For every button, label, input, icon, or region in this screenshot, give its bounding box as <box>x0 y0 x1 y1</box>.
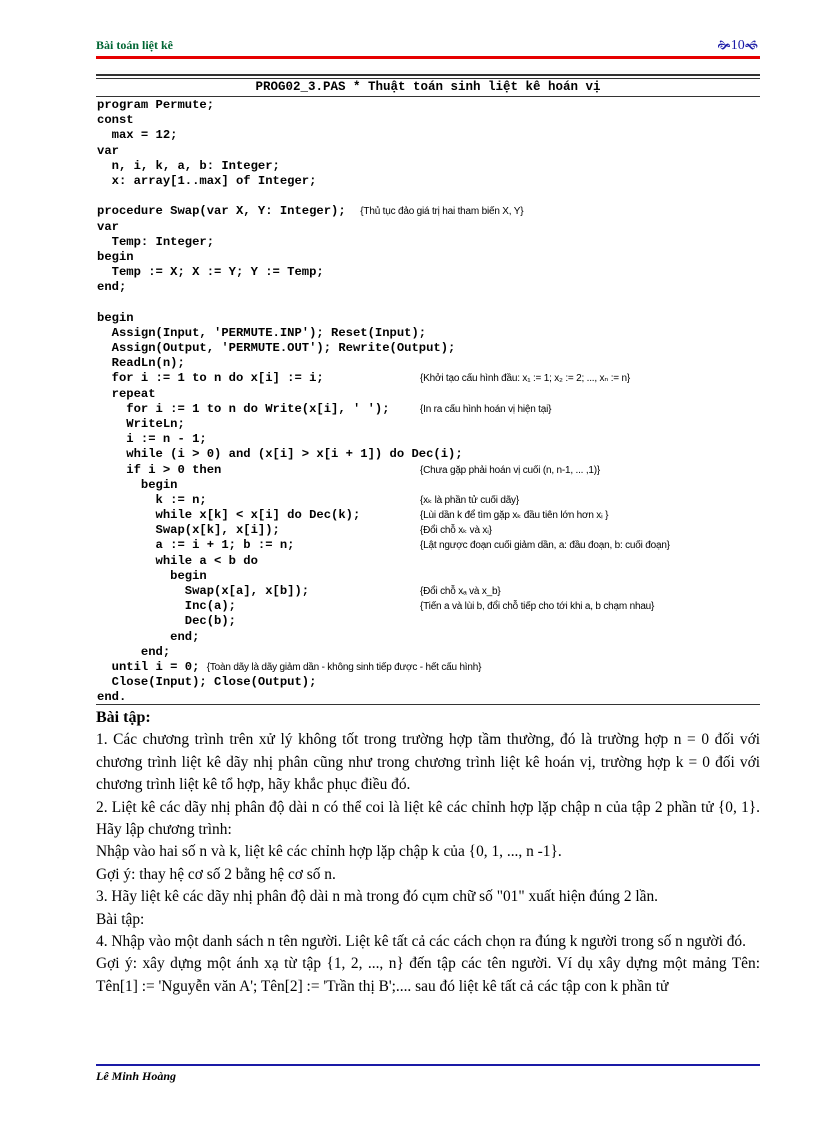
code-line <box>97 630 761 645</box>
code-text: while a < b do <box>97 553 258 568</box>
code-line <box>97 128 761 143</box>
code-line <box>97 189 761 204</box>
code-text: if i > 0 then <box>97 462 222 477</box>
exercise-paragraph: 2. Liệt kê các dãy nhị phân độ dài n có thể coi là liệt kê các chỉnh hợp lặp chập n của tập 2 phần tử {0, 1}. Hãy lập chương trình: <box>96 798 760 839</box>
code-text: for i := 1 to n do Write(x[i], ' '); <box>97 401 390 416</box>
exercise-section <box>96 707 760 998</box>
code-line <box>97 523 761 538</box>
code-text: repeat <box>97 386 156 401</box>
code-line <box>97 159 761 174</box>
code-line <box>97 341 761 356</box>
code-line <box>97 584 761 599</box>
code-box-top-rule-inner <box>96 78 760 79</box>
code-text: i := n - 1; <box>97 432 207 447</box>
exercise-paragraph: Nhập vào hai số n và k, liệt kê các chỉnh hợp lặp chập k của {0, 1, ..., n -1}. <box>96 843 562 861</box>
code-text: WriteLn; <box>97 416 185 431</box>
code-text: var <box>97 143 119 158</box>
code-text: begin <box>97 477 178 492</box>
code-line <box>97 508 761 523</box>
code-line <box>97 113 761 128</box>
code-line <box>97 371 761 386</box>
code-line <box>97 417 761 432</box>
code-line <box>97 250 761 265</box>
code-text: Inc(a); <box>97 599 236 614</box>
code-line <box>97 478 761 493</box>
code-text: end. <box>97 690 127 705</box>
code-line <box>97 295 761 310</box>
footer-author: Lê Minh Hoàng <box>96 1069 177 1083</box>
code-box-top-rule <box>96 74 760 76</box>
exercise-heading: Bài tập: <box>96 709 151 726</box>
code-line <box>97 554 761 569</box>
code-comment: {Toàn dãy là dãy giảm dần - không sinh tiếp được - hết cấu hình} <box>206 661 482 673</box>
code-line <box>97 356 761 371</box>
code-text: ReadLn(n); <box>97 356 185 371</box>
code-text: max = 12; <box>97 128 178 143</box>
code-text: Temp := X; X := Y; Y := Temp; <box>97 265 324 280</box>
code-text: begin <box>97 310 134 325</box>
code-comment: {Tiến a và lùi b, đổi chỗ tiếp cho tới khi a, b chạm nhau} <box>420 601 655 613</box>
code-text: Swap(x[k], x[i]); <box>97 523 280 538</box>
header-title: Bài toán liệt kê <box>96 38 173 52</box>
code-text: Swap(x[a], x[b]); <box>97 584 310 598</box>
code-text: n, i, k, a, b: Integer; <box>97 158 280 173</box>
code-comment: {Lật ngược đoạn cuối giảm dần, a: đầu đoạn, b: cuối đoạn} <box>420 540 670 552</box>
ornament-left-icon: 🙞 <box>717 38 731 52</box>
code-text: var <box>97 219 119 234</box>
code-line <box>97 675 761 690</box>
code-line <box>97 204 761 219</box>
code-line <box>97 538 761 553</box>
code-line <box>97 660 761 675</box>
footer-rule <box>96 1064 760 1066</box>
code-line <box>97 645 761 660</box>
code-text: begin <box>97 249 134 264</box>
code-box-bottom-rule <box>96 704 760 705</box>
code-line <box>97 387 761 402</box>
code-text: Assign(Input, 'PERMUTE.INP'); Reset(Input); <box>97 325 427 340</box>
code-text: while (i > 0) and (x[i] > x[i + 1]) do Dec(i); <box>97 447 463 462</box>
code-comment: {In ra cấu hình hoán vị hiện tại} <box>420 403 552 415</box>
code-text: k := n; <box>97 492 207 507</box>
code-line <box>97 614 761 629</box>
code-text: const <box>97 113 134 128</box>
code-line <box>97 493 761 508</box>
code-text: x: array[1..max] of Integer; <box>97 173 317 188</box>
code-line <box>97 98 761 113</box>
code-text: Close(Input); Close(Output); <box>97 675 317 690</box>
code-comment: {Đổi chỗ xₖ và xᵢ} <box>420 525 492 537</box>
code-text: for i := 1 to n do x[i] := i; <box>97 371 324 386</box>
exercise-paragraph: 4. Nhập vào một danh sách n tên người. Liệt kê tất cả các cách chọn ra đúng k người trong số n người đó. <box>96 933 746 951</box>
code-title: PROG02_3.PAS * Thuật toán sinh liệt kê hoán vị <box>255 80 601 94</box>
code-line <box>97 447 761 462</box>
code-line <box>97 463 761 478</box>
code-text: end; <box>97 629 200 644</box>
code-line <box>97 599 761 614</box>
header-rule <box>96 56 760 59</box>
code-line <box>97 235 761 250</box>
code-line <box>97 265 761 280</box>
code-comment: {Lùi dần k để tìm gặp xₖ đầu tiên lớn hơn xᵢ } <box>420 510 609 522</box>
code-line <box>97 280 761 295</box>
code-comment: {Thủ tục đảo giá trị hai tham biến X, Y} <box>360 206 524 218</box>
page-number <box>717 36 758 57</box>
code-text: while x[k] < x[i] do Dec(k); <box>97 508 361 523</box>
code-comment: {Đổi chỗ xₐ và x_b} <box>420 586 501 597</box>
code-text: program Permute; <box>97 98 215 112</box>
code-text: end; <box>97 644 171 659</box>
ornament-right-icon: 🙜 <box>744 38 758 52</box>
exercise-paragraph: Gợi ý: thay hệ cơ số 2 bằng hệ cơ số n. <box>96 865 336 883</box>
code-text: a := i + 1; b := n; <box>97 538 295 553</box>
code-line <box>97 311 761 326</box>
code-text: until i = 0; <box>97 659 207 674</box>
page-number-value: 10 <box>730 38 745 53</box>
code-title-rule <box>96 96 760 97</box>
exercise-paragraph: 3. Hãy liệt kê các dãy nhị phân độ dài n mà trong đó cụm chữ số "01" xuất hiện đúng 2 lần. <box>96 888 659 906</box>
code-text: procedure Swap(var X, Y: Integer); <box>97 204 361 219</box>
code-text: end; <box>97 280 127 295</box>
code-text: Temp: Integer; <box>97 234 215 249</box>
exercise-paragraph: Bài tập: <box>96 910 145 928</box>
code-line <box>97 174 761 189</box>
code-text <box>97 295 104 309</box>
code-comment: {Chưa gặp phải hoán vị cuối (n, n-1, ... ,1)} <box>420 464 601 476</box>
exercise-paragraph: Gợi ý: xây dựng một ánh xạ từ tập {1, 2, ..., n} đến tập các tên người. Ví dụ xây dựng một mảng Tên: Tên[1] := 'Nguyễn văn A'; Tên[2] := 'Trần thị B';.... sau đó liệt kê tất cả các tập con k phần tử <box>96 955 760 995</box>
code-line <box>97 326 761 341</box>
code-comment: {xₖ là phần tử cuối dãy} <box>420 494 519 506</box>
code-line <box>97 144 761 159</box>
code-text <box>97 189 104 203</box>
code-text: Assign(Output, 'PERMUTE.OUT'); Rewrite(Output); <box>97 341 456 355</box>
code-text: begin <box>97 568 207 583</box>
code-line <box>97 402 761 417</box>
code-text: Dec(b); <box>97 614 236 629</box>
code-line <box>97 432 761 447</box>
code-line <box>97 220 761 235</box>
code-line <box>97 569 761 584</box>
exercise-paragraph: 1. Các chương trình trên xử lý không tốt trong trường hợp tầm thường, đó là trường hợp n = 0 đối với chương trình liệt kê dãy nhị phân cũng như trong chương trình liệt kê hoán vị, trường hợp k = 0 đối với chương trình liệt kê tổ hợp, hãy khắc phục điều đó. <box>96 731 760 794</box>
code-listing <box>97 98 761 706</box>
code-comment: {Khởi tạo cấu hình đầu: x₁ := 1; x₂ := 2; ..., xₙ := n} <box>420 373 630 385</box>
